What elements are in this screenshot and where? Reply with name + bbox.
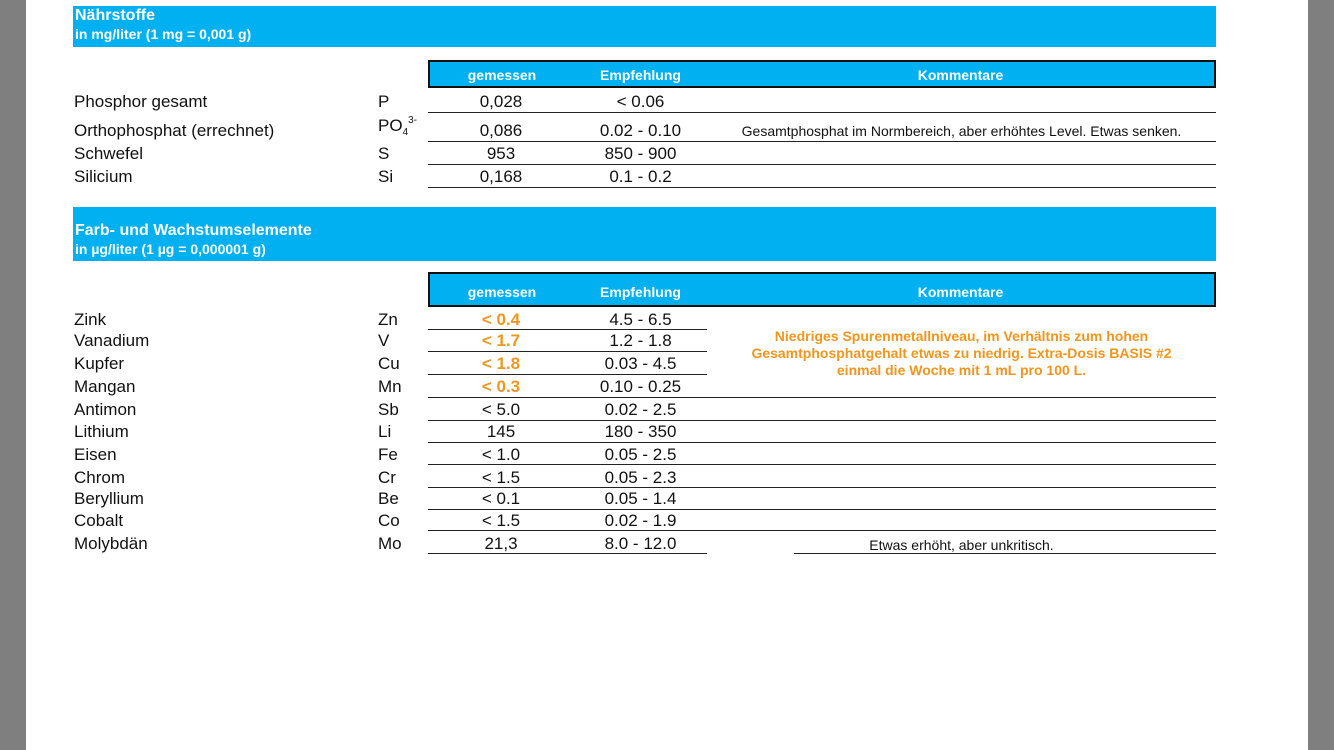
element-name: Eisen (74, 445, 117, 464)
element-symbol: Mn (378, 377, 402, 396)
element-name: Beryllium (74, 489, 144, 508)
header-recommendation: Empfehlung (600, 284, 681, 300)
row-divider (428, 530, 1216, 531)
element-name: Chrom (74, 468, 126, 487)
measured-value: < 1.5 (481, 468, 521, 487)
recommended-range: 8.0 - 12.0 (604, 534, 677, 553)
recommended-range: 0.03 - 4.5 (604, 354, 677, 373)
element-name: Schwefel (74, 144, 143, 163)
section-banner-farb-wachstum (73, 207, 1216, 261)
measured-value: < 0.1 (481, 489, 521, 508)
table-row (26, 376, 1308, 398)
table-header-naehrstoffe (428, 60, 1216, 88)
measured-value: 145 (486, 422, 516, 441)
recommended-range: 0.1 - 0.2 (609, 167, 672, 186)
measured-value: 953 (486, 144, 516, 163)
recommended-range: 0.05 - 2.5 (604, 445, 677, 464)
element-symbol: V (378, 331, 390, 350)
recommended-range: < 0.06 (616, 92, 665, 111)
row-divider (428, 397, 1216, 398)
row-divider (428, 374, 707, 375)
element-symbol: Cu (378, 354, 400, 373)
element-name: Silicium (74, 167, 133, 186)
row-divider (794, 553, 1216, 554)
measured-value: 21,3 (484, 534, 518, 553)
recommended-range: 0.05 - 1.4 (604, 489, 677, 508)
recommended-range: 4.5 - 6.5 (609, 310, 672, 329)
measured-value: < 1.0 (481, 445, 521, 464)
recommended-range: 180 - 350 (604, 422, 677, 441)
row-divider (428, 164, 1216, 165)
header-measured: gemessen (467, 67, 537, 83)
element-symbol: Si (378, 167, 394, 186)
measured-value: 0,028 (479, 92, 523, 111)
header-recommendation: Empfehlung (600, 67, 681, 83)
header-comments: Kommentare (917, 284, 1004, 300)
element-name: Mangan (74, 377, 136, 396)
element-symbol: Sb (378, 400, 399, 419)
recommended-range: 0.02 - 2.5 (604, 400, 677, 419)
recommended-range: 0.10 - 0.25 (599, 377, 682, 396)
measured-value: < 0.4 (481, 310, 521, 329)
element-name: Lithium (74, 422, 129, 441)
table-row (26, 143, 1308, 165)
measured-value: < 1.7 (481, 331, 521, 350)
section-title: Farb- und Wachstumselemente (75, 222, 312, 239)
recommended-range: 0.05 - 2.3 (604, 468, 677, 487)
element-symbol: P (378, 92, 390, 111)
comment-text: Etwas erhöht, aber unkritisch. (869, 537, 1054, 553)
row-divider (428, 442, 1216, 443)
row-divider (428, 112, 1216, 113)
element-symbol: Li (378, 422, 392, 441)
table-row (26, 91, 1308, 113)
measured-value: < 1.5 (481, 511, 521, 530)
element-symbol: $PO_4^{3-}$ (378, 115, 418, 138)
element-name: Vanadium (74, 331, 150, 350)
measured-value: 0,086 (479, 121, 523, 140)
table-row (26, 399, 1308, 421)
row-divider (428, 187, 1216, 188)
element-name: Phosphor gesamt (74, 92, 208, 111)
element-symbol: Zn (378, 310, 398, 329)
measured-value: < 0.3 (481, 377, 521, 396)
recommended-range: 850 - 900 (604, 144, 677, 163)
header-comments: Kommentare (917, 67, 1004, 83)
section-title: Nährstoffe (75, 7, 156, 24)
row-divider (428, 464, 1216, 465)
table-row (26, 166, 1308, 188)
table-row (26, 533, 1308, 555)
table-row (26, 421, 1308, 443)
recommended-range: 0.02 - 1.9 (604, 511, 677, 530)
section-subtitle: in mg/liter (1 mg = 0,001 g) (75, 26, 252, 42)
measured-value: < 5.0 (481, 400, 521, 419)
element-symbol: Fe (378, 445, 398, 464)
element-name: Antimon (74, 400, 137, 419)
table-row (26, 115, 1308, 142)
element-name: Molybdän (74, 534, 148, 553)
trace-metal-comment: Niedriges Spurenmetallniveau, im Verhältnis zum hohen Gesamtphosphatgehalt etwas zu niedrig. Extra-Dosis BASIS #2 einmal die Woche mit 1 mL pro 100 L. (751, 328, 1172, 378)
element-name: Cobalt (74, 511, 124, 530)
table-row (26, 467, 1308, 489)
table-row (26, 488, 1308, 510)
recommended-range: 1.2 - 1.8 (609, 331, 672, 350)
row-divider (428, 553, 707, 554)
measured-value: < 1.8 (481, 354, 521, 373)
symbol-subscript: 4 (402, 127, 409, 138)
section-banner-naehrstoffe (73, 6, 1216, 47)
table-row (26, 444, 1308, 466)
recommended-range: 0.02 - 0.10 (599, 121, 682, 140)
report-page (26, 0, 1308, 750)
element-symbol: Cr (378, 468, 396, 487)
element-symbol: S (378, 144, 390, 163)
element-name: Orthophosphat (errechnet) (74, 121, 275, 140)
table-header-farb-wachstum (428, 272, 1216, 307)
comment-text: Gesamtphosphat im Normbereich, aber erhöhtes Level. Etwas senken. (741, 123, 1182, 139)
symbol-superscript: 3- (408, 115, 418, 126)
element-name: Zink (74, 310, 107, 329)
row-divider (428, 351, 707, 352)
section-subtitle: in µg/liter (1 µg = 0,000001 g) (75, 241, 266, 257)
element-symbol: Co (378, 511, 400, 530)
element-symbol: Mo (378, 534, 402, 553)
row-divider (428, 141, 1216, 142)
header-measured: gemessen (467, 284, 537, 300)
measured-value: 0,168 (479, 167, 523, 186)
element-symbol: Be (378, 489, 399, 508)
element-name: Kupfer (74, 354, 125, 373)
table-row (26, 510, 1308, 532)
